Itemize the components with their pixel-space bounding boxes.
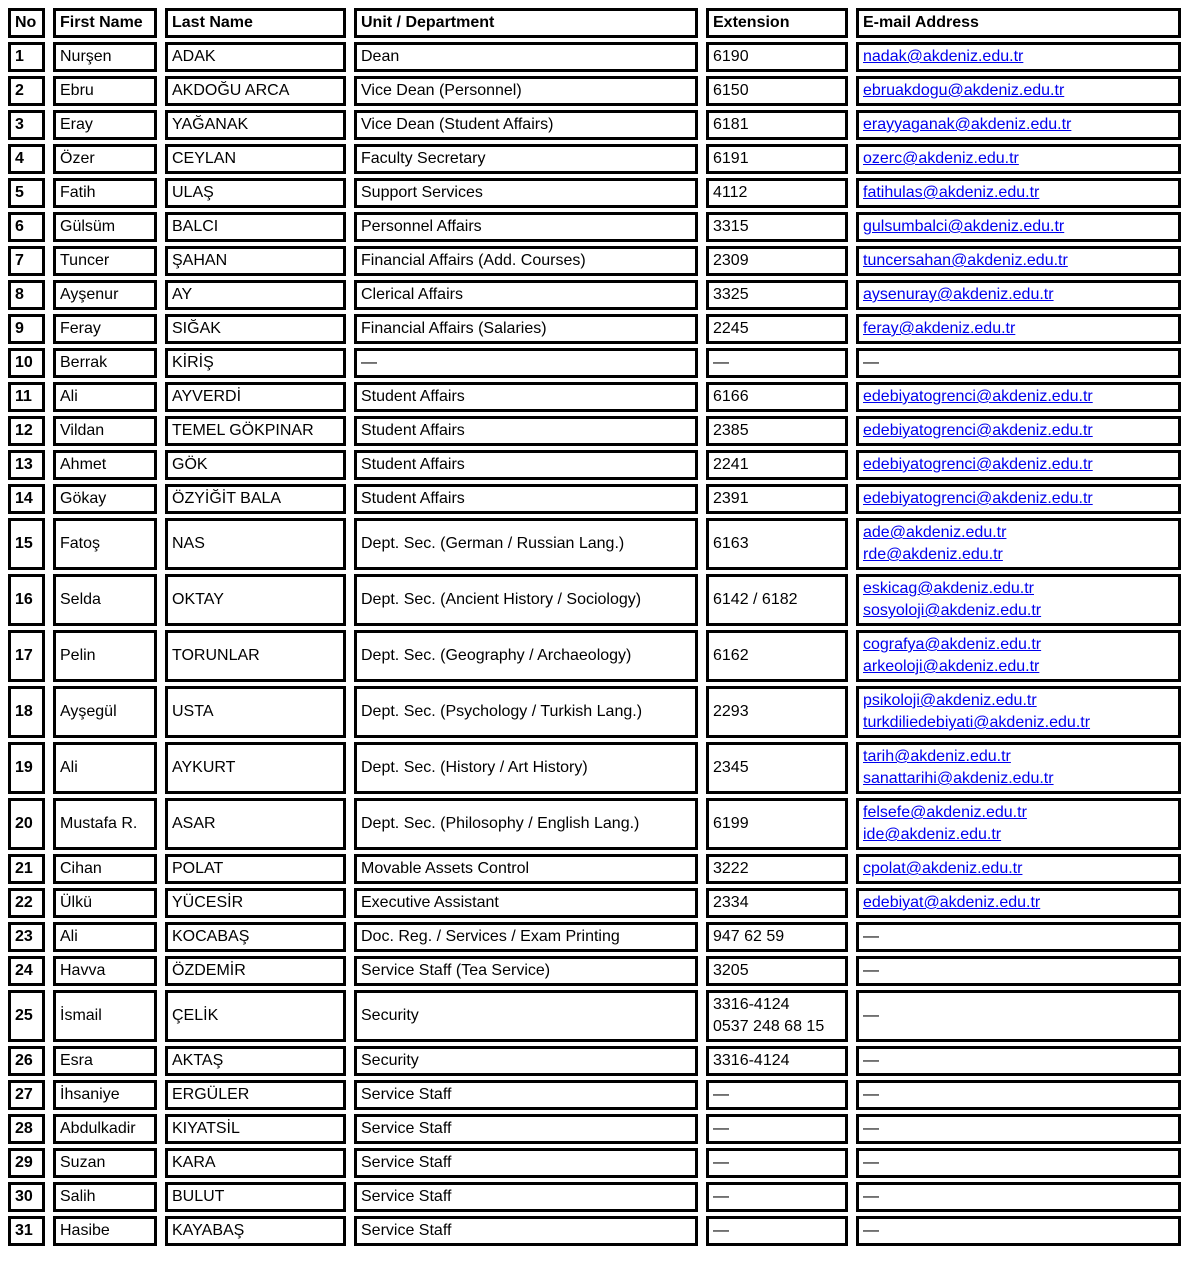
- cell-last-name: YÜCESİR: [165, 888, 346, 918]
- cell-first-name: Ayşenur: [53, 280, 157, 310]
- cell-unit: Security: [354, 1046, 698, 1076]
- cell-email: —: [856, 1216, 1181, 1246]
- cell-no: 24: [8, 956, 45, 986]
- cell-first-name: Gülsüm: [53, 212, 157, 242]
- cell-last-name: ÖZDEMİR: [165, 956, 346, 986]
- table-row: [8, 1046, 1181, 1076]
- table-body: [8, 42, 1181, 1246]
- cell-unit: Service Staff: [354, 1148, 698, 1178]
- cell-first-name: Ülkü: [53, 888, 157, 918]
- cell-last-name: TORUNLAR: [165, 630, 346, 682]
- cell-email: [856, 42, 1181, 72]
- cell-extension: —: [706, 1114, 848, 1144]
- cell-last-name: OKTAY: [165, 574, 346, 626]
- table-row: [8, 686, 1181, 738]
- cell-extension: 2391: [706, 484, 848, 514]
- email-link[interactable]: edebiyatogrenci@akdeniz.edu.tr: [863, 490, 1093, 507]
- cell-last-name: AKDOĞU ARCA: [165, 76, 346, 106]
- cell-email: —: [856, 922, 1181, 952]
- cell-email: [856, 382, 1181, 412]
- cell-extension: —: [706, 1080, 848, 1110]
- cell-email: [856, 178, 1181, 208]
- email-link[interactable]: cpolat@akdeniz.edu.tr: [863, 860, 1023, 877]
- cell-extension: 2385: [706, 416, 848, 446]
- cell-extension: 3205: [706, 956, 848, 986]
- table-row: [8, 888, 1181, 918]
- cell-first-name: Vildan: [53, 416, 157, 446]
- cell-last-name: BULUT: [165, 1182, 346, 1212]
- cell-extension: 6162: [706, 630, 848, 682]
- table-row: [8, 1216, 1181, 1246]
- cell-unit: Dept. Sec. (Geography / Archaeology): [354, 630, 698, 682]
- cell-extension: 6190: [706, 42, 848, 72]
- cell-last-name: YAĞANAK: [165, 110, 346, 140]
- table-row: [8, 110, 1181, 140]
- email-link[interactable]: tarih@akdeniz.edu.tr: [863, 748, 1011, 765]
- cell-unit: Dept. Sec. (Psychology / Turkish Lang.): [354, 686, 698, 738]
- email-link[interactable]: rde@akdeniz.edu.tr: [863, 546, 1003, 563]
- cell-first-name: Gökay: [53, 484, 157, 514]
- cell-unit: Service Staff: [354, 1182, 698, 1212]
- cell-last-name: KAYABAŞ: [165, 1216, 346, 1246]
- cell-no: 31: [8, 1216, 45, 1246]
- table-row: [8, 280, 1181, 310]
- cell-email: —: [856, 990, 1181, 1042]
- cell-email: —: [856, 1080, 1181, 1110]
- cell-last-name: TEMEL GÖKPINAR: [165, 416, 346, 446]
- table-row: [8, 574, 1181, 626]
- column-header-email: E-mail Address: [856, 8, 1181, 38]
- cell-first-name: Selda: [53, 574, 157, 626]
- email-link[interactable]: aysenuray@akdeniz.edu.tr: [863, 286, 1054, 303]
- cell-email: [856, 854, 1181, 884]
- cell-no: 11: [8, 382, 45, 412]
- table-row: [8, 742, 1181, 794]
- cell-last-name: BALCI: [165, 212, 346, 242]
- cell-last-name: USTA: [165, 686, 346, 738]
- cell-email: [856, 110, 1181, 140]
- cell-email: [856, 574, 1181, 626]
- email-link[interactable]: erayyaganak@akdeniz.edu.tr: [863, 116, 1072, 133]
- cell-first-name: Esra: [53, 1046, 157, 1076]
- email-link[interactable]: edebiyatogrenci@akdeniz.edu.tr: [863, 422, 1093, 439]
- cell-extension: —: [706, 1216, 848, 1246]
- email-link[interactable]: ide@akdeniz.edu.tr: [863, 826, 1002, 843]
- cell-unit: Student Affairs: [354, 416, 698, 446]
- cell-last-name: ULAŞ: [165, 178, 346, 208]
- cell-extension: —: [706, 1182, 848, 1212]
- cell-email: [856, 798, 1181, 850]
- column-header-last-name: Last Name: [165, 8, 346, 38]
- email-link[interactable]: turkdiliedebiyati@akdeniz.edu.tr: [863, 714, 1091, 731]
- cell-email: [856, 686, 1181, 738]
- cell-first-name: Fatoş: [53, 518, 157, 570]
- cell-extension: 2293: [706, 686, 848, 738]
- cell-no: 19: [8, 742, 45, 794]
- column-header-no: No: [8, 8, 45, 38]
- staff-directory-table: [0, 4, 1189, 1250]
- table-row: [8, 416, 1181, 446]
- table-row: [8, 1114, 1181, 1144]
- cell-first-name: İsmail: [53, 990, 157, 1042]
- table-row: [8, 798, 1181, 850]
- cell-no: 15: [8, 518, 45, 570]
- cell-email: —: [856, 1114, 1181, 1144]
- cell-unit: Service Staff: [354, 1114, 698, 1144]
- cell-extension: 4112: [706, 178, 848, 208]
- cell-extension: 6199: [706, 798, 848, 850]
- table-row: [8, 314, 1181, 344]
- cell-first-name: Suzan: [53, 1148, 157, 1178]
- header-row: [8, 8, 1181, 38]
- cell-no: 2: [8, 76, 45, 106]
- email-link[interactable]: ade@akdeniz.edu.tr: [863, 524, 1007, 541]
- cell-last-name: KİRİŞ: [165, 348, 346, 378]
- cell-first-name: Mustafa R.: [53, 798, 157, 850]
- cell-unit: Student Affairs: [354, 450, 698, 480]
- cell-first-name: Ali: [53, 922, 157, 952]
- cell-last-name: ADAK: [165, 42, 346, 72]
- table-row: [8, 42, 1181, 72]
- cell-email: [856, 416, 1181, 446]
- cell-extension: 6191: [706, 144, 848, 174]
- cell-first-name: Ali: [53, 382, 157, 412]
- table-row: [8, 630, 1181, 682]
- cell-first-name: Özer: [53, 144, 157, 174]
- table-row: [8, 1148, 1181, 1178]
- table-row: [8, 382, 1181, 412]
- table-row: [8, 348, 1181, 378]
- column-header-extension: Extension: [706, 8, 848, 38]
- cell-extension: 2309: [706, 246, 848, 276]
- cell-no: 4: [8, 144, 45, 174]
- cell-extension: 3316-4124 0537 248 68 15: [706, 990, 848, 1042]
- cell-first-name: Tuncer: [53, 246, 157, 276]
- cell-email: [856, 742, 1181, 794]
- cell-no: 27: [8, 1080, 45, 1110]
- email-link[interactable]: edebiyatogrenci@akdeniz.edu.tr: [863, 388, 1093, 405]
- cell-email: [856, 518, 1181, 570]
- email-link[interactable]: fatihulas@akdeniz.edu.tr: [863, 184, 1040, 201]
- table-row: [8, 450, 1181, 480]
- cell-email: [856, 246, 1181, 276]
- cell-first-name: İhsaniye: [53, 1080, 157, 1110]
- cell-last-name: ASAR: [165, 798, 346, 850]
- table-row: [8, 990, 1181, 1042]
- cell-unit: Executive Assistant: [354, 888, 698, 918]
- cell-first-name: Abdulkadir: [53, 1114, 157, 1144]
- table-row: [8, 1080, 1181, 1110]
- column-header-unit: Unit / Department: [354, 8, 698, 38]
- cell-no: 3: [8, 110, 45, 140]
- cell-email: [856, 212, 1181, 242]
- cell-extension: 2241: [706, 450, 848, 480]
- cell-extension: 6142 / 6182: [706, 574, 848, 626]
- cell-unit: Clerical Affairs: [354, 280, 698, 310]
- cell-last-name: POLAT: [165, 854, 346, 884]
- cell-first-name: Hasibe: [53, 1216, 157, 1246]
- email-link[interactable]: ebruakdogu@akdeniz.edu.tr: [863, 82, 1065, 99]
- email-link[interactable]: arkeoloji@akdeniz.edu.tr: [863, 658, 1040, 675]
- cell-unit: —: [354, 348, 698, 378]
- table-row: [8, 246, 1181, 276]
- cell-email: —: [856, 1148, 1181, 1178]
- cell-last-name: ÖZYİĞİT BALA: [165, 484, 346, 514]
- cell-unit: Doc. Reg. / Services / Exam Printing: [354, 922, 698, 952]
- cell-first-name: Ahmet: [53, 450, 157, 480]
- cell-first-name: Ali: [53, 742, 157, 794]
- cell-last-name: ŞAHAN: [165, 246, 346, 276]
- cell-last-name: ÇELİK: [165, 990, 346, 1042]
- table-row: [8, 922, 1181, 952]
- email-link[interactable]: feray@akdeniz.edu.tr: [863, 320, 1016, 337]
- cell-no: 16: [8, 574, 45, 626]
- cell-no: 6: [8, 212, 45, 242]
- cell-unit: Vice Dean (Student Affairs): [354, 110, 698, 140]
- cell-no: 29: [8, 1148, 45, 1178]
- cell-extension: 2334: [706, 888, 848, 918]
- cell-extension: 6150: [706, 76, 848, 106]
- cell-unit: Student Affairs: [354, 484, 698, 514]
- email-link[interactable]: cografya@akdeniz.edu.tr: [863, 636, 1042, 653]
- cell-no: 14: [8, 484, 45, 514]
- cell-email: [856, 888, 1181, 918]
- email-link[interactable]: sanattarihi@akdeniz.edu.tr: [863, 770, 1054, 787]
- cell-no: 7: [8, 246, 45, 276]
- cell-email: [856, 76, 1181, 106]
- cell-first-name: Pelin: [53, 630, 157, 682]
- cell-no: 30: [8, 1182, 45, 1212]
- cell-last-name: CEYLAN: [165, 144, 346, 174]
- cell-no: 18: [8, 686, 45, 738]
- cell-no: 17: [8, 630, 45, 682]
- cell-last-name: KARA: [165, 1148, 346, 1178]
- cell-no: 9: [8, 314, 45, 344]
- cell-first-name: Salih: [53, 1182, 157, 1212]
- cell-last-name: SIĞAK: [165, 314, 346, 344]
- column-header-first-name: First Name: [53, 8, 157, 38]
- cell-unit: Security: [354, 990, 698, 1042]
- table-row: [8, 484, 1181, 514]
- cell-no: 25: [8, 990, 45, 1042]
- email-link[interactable]: gulsumbalci@akdeniz.edu.tr: [863, 218, 1065, 235]
- email-link[interactable]: eskicag@akdeniz.edu.tr: [863, 580, 1034, 597]
- cell-unit: Personnel Affairs: [354, 212, 698, 242]
- cell-unit: Service Staff: [354, 1080, 698, 1110]
- email-link[interactable]: edebiyat@akdeniz.edu.tr: [863, 894, 1041, 911]
- cell-email: [856, 144, 1181, 174]
- cell-email: [856, 630, 1181, 682]
- cell-unit: Support Services: [354, 178, 698, 208]
- cell-extension: 3325: [706, 280, 848, 310]
- cell-no: 22: [8, 888, 45, 918]
- cell-last-name: AYVERDİ: [165, 382, 346, 412]
- cell-unit: Student Affairs: [354, 382, 698, 412]
- table-row: [8, 76, 1181, 106]
- cell-extension: 2245: [706, 314, 848, 344]
- cell-first-name: Ayşegül: [53, 686, 157, 738]
- cell-unit: Movable Assets Control: [354, 854, 698, 884]
- cell-first-name: Cihan: [53, 854, 157, 884]
- cell-no: 13: [8, 450, 45, 480]
- email-link[interactable]: psikoloji@akdeniz.edu.tr: [863, 692, 1037, 709]
- cell-no: 26: [8, 1046, 45, 1076]
- cell-extension: 6181: [706, 110, 848, 140]
- cell-unit: Service Staff: [354, 1216, 698, 1246]
- email-link[interactable]: nadak@akdeniz.edu.tr: [863, 48, 1024, 65]
- cell-first-name: Ebru: [53, 76, 157, 106]
- cell-unit: Dept. Sec. (German / Russian Lang.): [354, 518, 698, 570]
- email-link[interactable]: felsefe@akdeniz.edu.tr: [863, 804, 1027, 821]
- cell-extension: —: [706, 348, 848, 378]
- cell-last-name: NAS: [165, 518, 346, 570]
- cell-no: 28: [8, 1114, 45, 1144]
- table-row: [8, 518, 1181, 570]
- cell-unit: Dept. Sec. (Philosophy / English Lang.): [354, 798, 698, 850]
- cell-email: —: [856, 956, 1181, 986]
- cell-first-name: Berrak: [53, 348, 157, 378]
- cell-extension: 3222: [706, 854, 848, 884]
- cell-unit: Service Staff (Tea Service): [354, 956, 698, 986]
- cell-last-name: GÖK: [165, 450, 346, 480]
- cell-unit: Financial Affairs (Add. Courses): [354, 246, 698, 276]
- cell-email: [856, 484, 1181, 514]
- cell-last-name: AKTAŞ: [165, 1046, 346, 1076]
- cell-no: 8: [8, 280, 45, 310]
- cell-last-name: AY: [165, 280, 346, 310]
- cell-last-name: ERGÜLER: [165, 1080, 346, 1110]
- cell-email: —: [856, 1046, 1181, 1076]
- cell-extension: —: [706, 1148, 848, 1178]
- cell-no: 12: [8, 416, 45, 446]
- cell-extension: 6163: [706, 518, 848, 570]
- cell-no: 21: [8, 854, 45, 884]
- email-link[interactable]: sosyoloji@akdeniz.edu.tr: [863, 602, 1042, 619]
- cell-first-name: Nurşen: [53, 42, 157, 72]
- cell-last-name: AYKURT: [165, 742, 346, 794]
- cell-first-name: Feray: [53, 314, 157, 344]
- email-link[interactable]: ozerc@akdeniz.edu.tr: [863, 150, 1019, 167]
- cell-no: 1: [8, 42, 45, 72]
- cell-no: 5: [8, 178, 45, 208]
- cell-no: 10: [8, 348, 45, 378]
- cell-email: [856, 450, 1181, 480]
- cell-unit: Dept. Sec. (History / Art History): [354, 742, 698, 794]
- cell-email: [856, 280, 1181, 310]
- cell-first-name: Fatih: [53, 178, 157, 208]
- cell-extension: 6166: [706, 382, 848, 412]
- cell-email: [856, 314, 1181, 344]
- cell-extension: 2345: [706, 742, 848, 794]
- table-row: [8, 178, 1181, 208]
- cell-email: —: [856, 1182, 1181, 1212]
- email-link[interactable]: edebiyatogrenci@akdeniz.edu.tr: [863, 456, 1093, 473]
- cell-no: 23: [8, 922, 45, 952]
- cell-first-name: Havva: [53, 956, 157, 986]
- table-row: [8, 212, 1181, 242]
- table-row: [8, 854, 1181, 884]
- email-link[interactable]: tuncersahan@akdeniz.edu.tr: [863, 252, 1068, 269]
- cell-extension: 947 62 59: [706, 922, 848, 952]
- cell-email: —: [856, 348, 1181, 378]
- table-row: [8, 144, 1181, 174]
- cell-last-name: KOCABAŞ: [165, 922, 346, 952]
- cell-unit: Dean: [354, 42, 698, 72]
- cell-unit: Dept. Sec. (Ancient History / Sociology): [354, 574, 698, 626]
- cell-last-name: KIYATSİL: [165, 1114, 346, 1144]
- cell-unit: Financial Affairs (Salaries): [354, 314, 698, 344]
- cell-no: 20: [8, 798, 45, 850]
- cell-extension: 3316-4124: [706, 1046, 848, 1076]
- cell-unit: Faculty Secretary: [354, 144, 698, 174]
- cell-first-name: Eray: [53, 110, 157, 140]
- cell-unit: Vice Dean (Personnel): [354, 76, 698, 106]
- cell-extension: 3315: [706, 212, 848, 242]
- table-row: [8, 1182, 1181, 1212]
- table-row: [8, 956, 1181, 986]
